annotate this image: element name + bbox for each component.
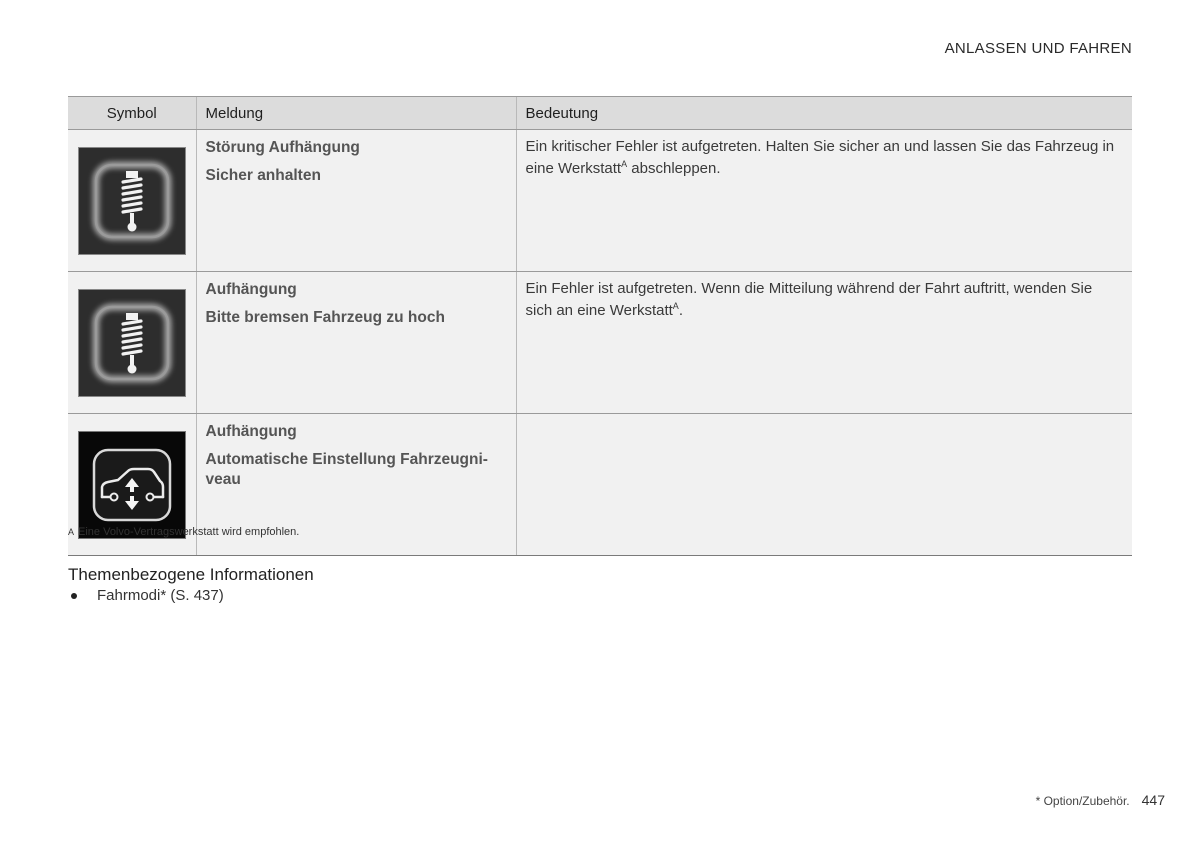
footnote-reference: A [621,159,628,169]
bullet-icon [71,593,77,599]
message-title: Aufhängung [205,281,297,298]
related-link-text[interactable]: Fahrmodi* (S. 437) [97,587,224,604]
page-number: 447 [1141,792,1165,808]
message-instruction: Bitte bremsen Fahrzeug zu hoch [205,309,445,326]
related-link-item[interactable] [68,587,224,604]
message-title: Aufhängung [205,423,297,440]
message-cell [196,130,516,272]
suspension-warning-icon [78,289,186,397]
table-header-row [68,97,1132,130]
suspension-fault-icon [78,147,186,255]
meaning-text-end: abschleppen. [627,160,721,177]
message-instruction: Automatische Einstellung Fahrzeugni-veau [205,451,488,488]
column-header-message: Meldung [196,97,516,130]
table-footnote [68,526,299,538]
meaning-text: Ein kritischer Fehler ist aufgetreten. Halten Sie sicher an und lassen Sie das Fahrzeug in eine Werkstatt [525,138,1115,177]
message-title: Störung Aufhängung [205,139,360,156]
related-info-heading: Themenbezogene Informationen [68,565,314,584]
page-footer [1036,792,1165,808]
column-header-symbol: Symbol [68,97,196,130]
footnote-text: Eine Volvo-Vertragswerkstatt wird empfohlen. [78,526,300,538]
message-cell [196,272,516,414]
section-title: ANLASSEN UND FAHREN [944,40,1132,57]
vehicle-level-icon [78,431,186,539]
meaning-cell [516,130,1132,272]
message-instruction: Sicher anhalten [205,167,321,184]
symbol-cell [68,272,196,414]
meaning-cell [516,414,1132,556]
table-row [68,130,1132,272]
footnote-letter: A [68,527,75,537]
table-row [68,272,1132,414]
message-table [68,96,1132,556]
meaning-text-end: . [678,302,683,319]
meaning-text: Ein Fehler ist aufgetreten. Wenn die Mitteilung während der Fahrt auftritt, wenden Sie sich an eine Werkstatt [525,280,1093,319]
option-note: * Option/Zubehör. [1035,794,1130,808]
symbol-cell [68,130,196,272]
meaning-cell [516,272,1132,414]
footnote-reference: A [672,301,679,311]
column-header-meaning: Bedeutung [516,97,1132,130]
